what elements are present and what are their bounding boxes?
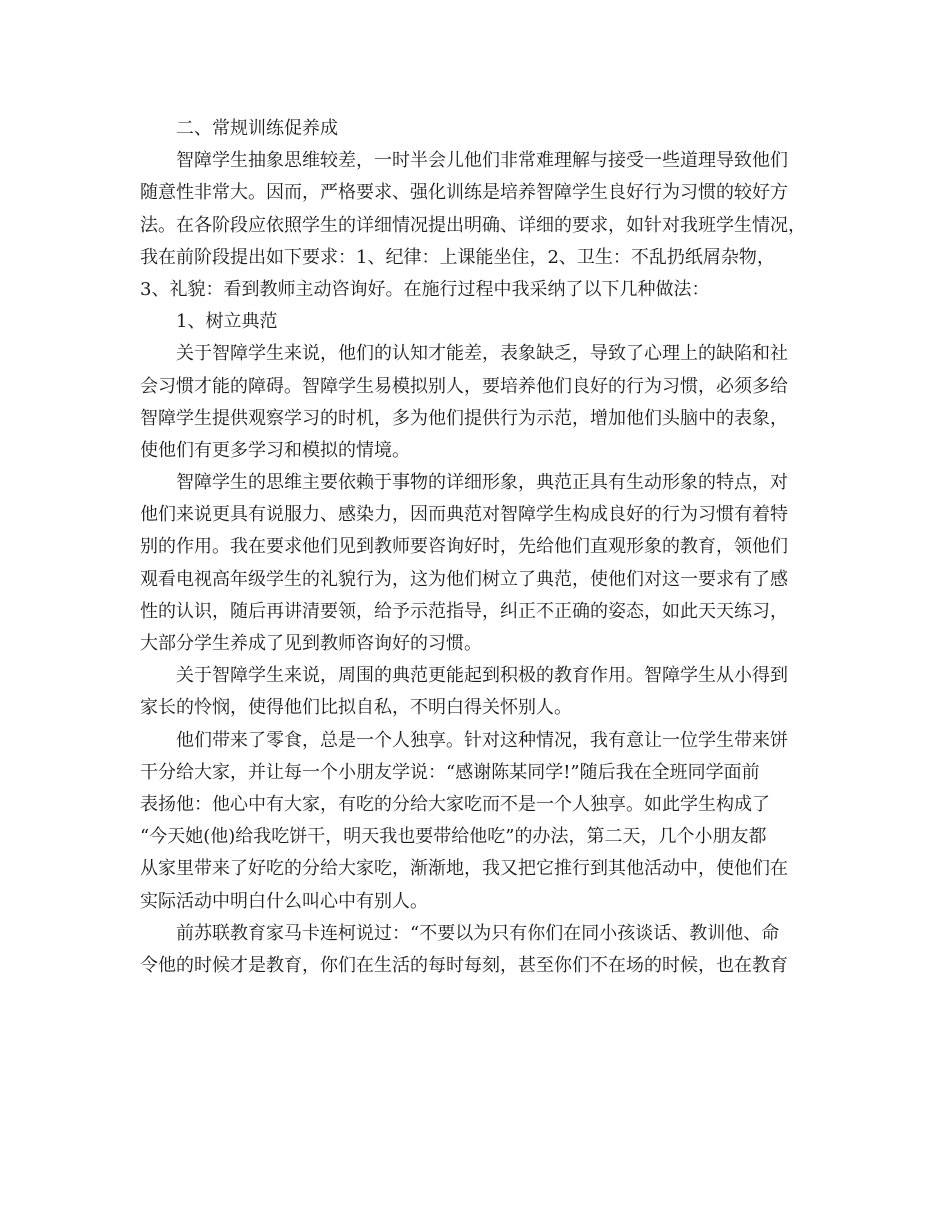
paragraph-line: 性的认识，随后再讲清要领，给予示范指导，纠正不正确的姿态，如此天天练习， [140, 600, 788, 622]
paragraph-line: 他们来说更具有说服力、感染力，因而典范对智障学生构成良好的行为习惯有着特 [140, 504, 788, 526]
document-body [140, 113, 820, 982]
paragraph-line: 从家里带来了好吃的分给大家吃，渐渐地，我又把它推行到其他活动中，使他们在 [140, 858, 788, 880]
paragraph-line: 3、礼貌：看到教师主动咨询好。在施行过程中我采纳了以下几种做法： [140, 278, 710, 300]
paragraph-line: 智障学生抽象思维较差，一时半会儿他们非常难理解与接受一些道理导致他们 [176, 150, 788, 172]
paragraph-line: 干分给大家，并让每一个小朋友学说：“感谢陈某同学!”随后我在全班同学面前 [140, 761, 760, 783]
paragraph-line: 他们带来了零食，总是一个人独享。针对这种情况，我有意让一位学生带来饼 [176, 729, 788, 751]
subsection-heading: 1、树立典范 [176, 311, 278, 333]
paragraph-line: 法。在各阶段应依照学生的详细情况提出明确、详细的要求，如针对我班学生情况， [140, 214, 806, 236]
paragraph-line: 随意性非常大。因而，严格要求、强化训练是培养智障学生良好行为习惯的较好方 [140, 182, 788, 204]
paragraph-line: 我在前阶段提出如下要求：1、纪律：上课能坐住，2、卫生：不乱扔纸屑杂物， [140, 246, 775, 268]
paragraph-line: 大部分学生养成了见到教师咨询好的习惯。 [140, 633, 482, 654]
paragraph-line: 家长的怜悯，使得他们比拟自私，不明白得关怀别人。 [140, 697, 572, 719]
paragraph-line: 观看电视高年级学生的礼貌行为，这为他们树立了典范，使他们对这一要求有了感 [140, 568, 788, 590]
paragraph-line: 关于智障学生来说，他们的认知才能差，表象缺乏，导致了心理上的缺陷和社 [176, 343, 788, 365]
paragraph-line: 会习惯才能的障碍。智障学生易模拟别人，要培养他们良好的行为习惯，必须多给 [140, 375, 788, 397]
paragraph-line: 实际活动中明白什么叫心中有别人。 [140, 890, 428, 912]
paragraph-line: 关于智障学生来说，周围的典范更能起到积极的教育作用。智障学生从小得到 [176, 665, 788, 687]
paragraph-line: “今天她(他)给我吃饼干，明天我也要带给他吃”的办法，第二天，几个小朋友都 [140, 826, 767, 848]
paragraph-line: 前苏联教育家马卡连柯说过：“不要以为只有你们在同小孩谈话、教训他、命 [176, 922, 780, 944]
paragraph-line: 表扬他：他心中有大家，有吃的分给大家吃而不是一个人独享。如此学生构成了 [140, 793, 770, 815]
paragraph-line: 智障学生提供观察学习的时机，多为他们提供行为示范，增加他们头脑中的表象， [140, 407, 788, 429]
section-heading: 二、常规训练促养成 [176, 118, 338, 139]
paragraph-line: 使他们有更多学习和模拟的情境。 [140, 439, 410, 461]
paragraph-line: 别的作用。我在要求他们见到教师要咨询好时，先给他们直观形象的教育，领他们 [140, 536, 788, 558]
paragraph-line: 智障学生的思维主要依赖于事物的详细形象，典范正具有生动形象的特点，对 [176, 472, 788, 494]
paragraph-line: 令他的时候才是教育，你们在生活的每时每刻，甚至你们不在场的时候，也在教育 [140, 954, 788, 976]
